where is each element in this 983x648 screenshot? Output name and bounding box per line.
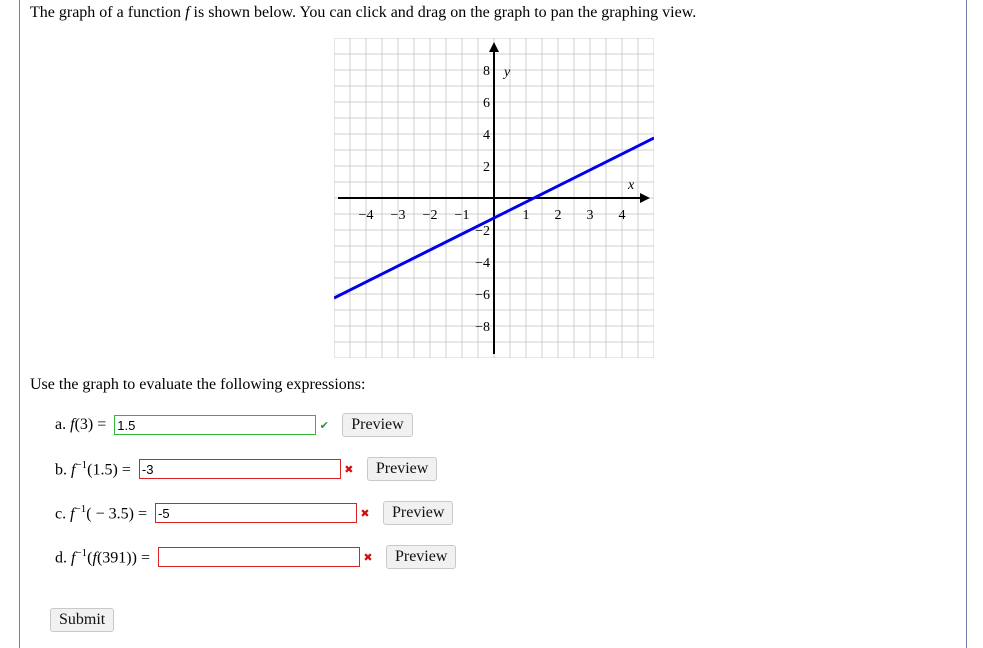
correct-check-icon: ✔ — [319, 418, 329, 432]
y-tick-label: 4 — [483, 128, 490, 143]
y-tick-label: −4 — [475, 256, 490, 271]
intro-text: The graph of a function f is shown below. You can click and drag on the graph to pan the graphing view. — [30, 4, 697, 21]
preview-d-button[interactable]: Preview — [386, 545, 456, 569]
incorrect-x-icon: ✖ — [360, 506, 370, 520]
x-tick-label: −3 — [390, 208, 406, 223]
question-c-label: c. $f^{-1}( - 3.5)$ = — [55, 502, 147, 523]
x-tick-label: 3 — [586, 208, 594, 223]
function-name: f — [185, 4, 190, 21]
y-tick-label: −8 — [475, 320, 490, 335]
preview-c-button[interactable]: Preview — [383, 501, 453, 525]
x-tick-label: −4 — [358, 208, 374, 223]
graph-axes — [338, 42, 650, 354]
y-tick-label: −2 — [475, 224, 490, 239]
question-b — [55, 457, 437, 481]
x-tick-label: −2 — [422, 208, 438, 223]
x-axis-label: x — [628, 178, 635, 193]
eval-prompt: Use the graph to evaluate the following expressions: — [30, 376, 366, 393]
question-a — [55, 413, 413, 437]
incorrect-x-icon: ✖ — [344, 462, 354, 476]
question-d — [55, 545, 456, 569]
y-axis-arrow-icon — [489, 42, 499, 52]
answer-b-input[interactable] — [139, 459, 341, 479]
question-b-label: b. $f^{-1}(1.5)$ = — [55, 458, 131, 479]
x-tick-label: 4 — [618, 208, 626, 223]
question-d-label: d. $f^{-1}(f(391))$ = — [55, 546, 150, 567]
preview-b-button[interactable]: Preview — [367, 457, 437, 481]
question-c — [55, 501, 453, 525]
x-tick-label: 2 — [554, 208, 562, 223]
answer-a-input[interactable] — [114, 415, 316, 435]
answer-c-input[interactable] — [155, 503, 357, 523]
incorrect-x-icon: ✖ — [363, 550, 373, 564]
y-tick-label: 8 — [483, 64, 490, 79]
y-axis-label: y — [504, 65, 511, 80]
x-tick-label: 1 — [522, 208, 530, 223]
y-tick-label: 2 — [483, 160, 490, 175]
answer-d-input[interactable] — [158, 547, 360, 567]
preview-a-button[interactable]: Preview — [342, 413, 412, 437]
submit-button[interactable]: Submit — [50, 608, 114, 632]
x-axis-arrow-icon — [640, 193, 650, 203]
function-graph[interactable] — [334, 38, 654, 358]
x-tick-label: −1 — [454, 208, 470, 223]
question-a-label: a. f(3) = — [55, 416, 107, 433]
y-tick-label: 6 — [483, 96, 490, 111]
y-tick-label: −6 — [475, 288, 490, 303]
